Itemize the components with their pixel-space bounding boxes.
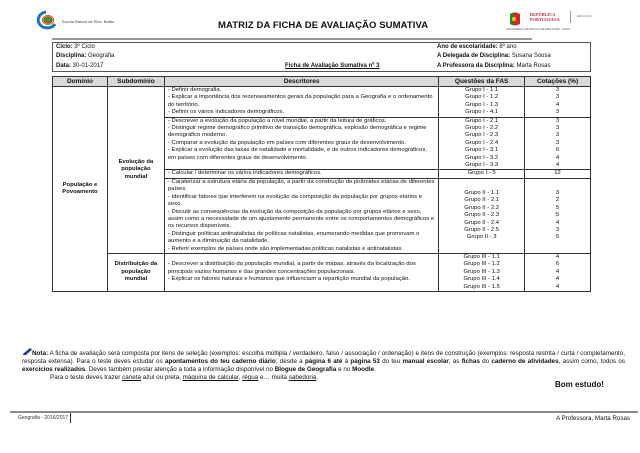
ano-line: Ano de escolaridade: 8º ano (437, 44, 517, 50)
cotacoes-cell: 12 (525, 170, 591, 178)
header-subdominio: Subdomínio (107, 77, 164, 87)
info-box (52, 42, 591, 72)
questoes-cell: Grupo III - 1.1 Grupo III - 1.2 Grupo III - 1.3 Grupo III - 1.4 Grupo III - 1.5 (439, 253, 525, 291)
header-separator (570, 11, 571, 23)
header-dominio: Domínio (53, 77, 108, 87)
closing-text: Bom estudo! (555, 380, 604, 389)
descritores-cell: - Calcular / determinar os vários indicadores demográficos. (164, 170, 438, 178)
ciclo-line: Ciclo: 3º Ciclo (56, 44, 95, 50)
data-line: Data: 30-01-2017 (56, 63, 104, 69)
disciplina-line: Disciplina: Geografia (56, 53, 115, 59)
cotacoes-cell: 3 3 4 3 (525, 87, 591, 118)
table-header-row (53, 77, 591, 87)
page-header (0, 0, 640, 40)
republica-dept: EDUCAÇÃO (577, 15, 592, 18)
school-logo-icon (34, 10, 58, 30)
descritores-cell: - Descrever a evolução da população a nível mundial, a partir da leitura de gráficos. - Distinguir regime demográfico primitivo de transição demográfica, explosão demográfica e regime demográfico moderno. - Comparar a evolução da população em países com diferentes graus de desenvolvimento. - Explicar a evolução das taxas de natalidade e mortalidade, e de outros indicadores demográficos, em países com diferentes graus de desenvolvimento. (164, 117, 438, 170)
header-questoes: Questões da FAS (439, 77, 525, 87)
footer-rule (10, 411, 638, 413)
footer-right: A Professora, Marta Rosas (556, 415, 630, 422)
table-row (53, 87, 591, 118)
ficha-title: Ficha de Avaliação Sumativa nº 3 (285, 63, 380, 69)
table-row (53, 253, 591, 291)
cotacoes-cell: 3 3 3 3 6 4 4 (525, 117, 591, 170)
republica-flag-icon (508, 11, 522, 27)
note-paragraph: Nota: A ficha de avaliação será composta por itens de seleção (exemplos: escolha múltipla / verdadeiro, falso / associação / ordenação) e itens de construção (exemplos: resposta restrita / curta / completamento, resposta extensa). Para o teste deves estudar os apontamentos do teu caderno diário; desde a página 6 até à página 53 do teu manual escolar; as fichas do caderno de atividades, assim como, todos os exercícios realizados. Deves também prestar atenção a toda a informação disponível no Blogue de Geografia e no Moodle. Para o teste deves trazer caneta azul ou preta, máquina de calcular, régua e… muita sabedoria. (22, 350, 625, 381)
subdominio-cell: Distribuição da população mundial (107, 253, 164, 291)
questoes-cell: Grupo I - 2.1 Grupo I - 2.2 Grupo I - 2.3 Grupo I - 2.4 Grupo I - 3.1 Grupo I - 3.2 Grupo I - 3.3 (439, 117, 525, 170)
header-rule (52, 38, 267, 40)
cotacoes-cell: 4 6 4 4 4 (525, 253, 591, 291)
agrupamento-name: AGRUPAMENTO DE ESCOLAS DE EIRIZ, BAIÃO - 150034 (506, 28, 570, 31)
republica-name: REPÚBLICA PORTUGUESA (530, 12, 560, 22)
footer-separator (70, 413, 71, 423)
descritores-cell: - Descrever a distribuição da população mundial, a partir de mapas, através da localização dos principais vazios humanos e das grandes concentrações populacionais. - Explicar os fatores naturais e humanos que influenciam a repartição mundial da população. (164, 253, 438, 291)
professora-line: A Professora da Disciplina: Marta Rosas (437, 63, 551, 69)
materials-line: Para o teste deves trazer caneta azul ou preta, máquina de calcular, régua e… muita sabedoria. (50, 374, 319, 381)
school-name: Escola Básica de Eiriz, Baião (62, 19, 115, 24)
subdominio-cell: Evolução da população mundial (107, 87, 164, 254)
questoes-cell: Grupo II - 1.1 Grupo II - 2.1 Grupo II - 2.2 Grupo II - 2.3 Grupo II - 2.4 Grupo II - 2.5 Grupo II - 3 (439, 178, 525, 253)
header-rule (267, 38, 532, 40)
descritores-cell: - Definir demografia. - Explicar a importância dos recenseamentos gerais da população para a Geografia e o ordenamento do território. - Definir os vários indicadores demográficos. (164, 87, 438, 118)
questoes-cell: Grupo I - 1.1 Grupo I - 1.2 Grupo I - 1.3 Grupo I - 4.1 (439, 87, 525, 118)
cotacoes-cell: 3 2 5 5 4 3 5 (525, 178, 591, 253)
dominio-cell: População e Povoamento (53, 87, 108, 292)
matriz-table (52, 76, 591, 292)
footer-left: Geografia - 2016/2017 (18, 415, 69, 421)
descritores-cell: - Caraterizar a estrutura etária da população, a partir da construção de pirâmides etárias de diferentes países. - Identificar fatores que interferem na evolução da composição da população por grupos etários e sexo. - Discutir as consequências da evolução da composição da população por grupos etários e sexo, assim como a necessidade de um ajustamento permanente entre os comportamentos demográficos e os recursos disponíveis. - Distinguir políticas antinatalistas de políticas natalistas, enumerando medidas que promovam o aumento e a diminuição da natalidade. - Referir exemplos de países onde são implementadas políticas natalistas e antinatalistas. (164, 178, 438, 253)
delegada-line: A Delegada de Disciplina: Susana Sousa (437, 53, 551, 59)
pencil-icon (22, 348, 32, 356)
document-title: MATRIZ DA FICHA DE AVALIAÇÃO SUMATIVA (218, 20, 429, 31)
header-cotacoes: Cotações (%) (525, 77, 591, 87)
questoes-cell: Grupo I - 5 (439, 170, 525, 178)
header-descritores: Descritores (164, 77, 438, 87)
